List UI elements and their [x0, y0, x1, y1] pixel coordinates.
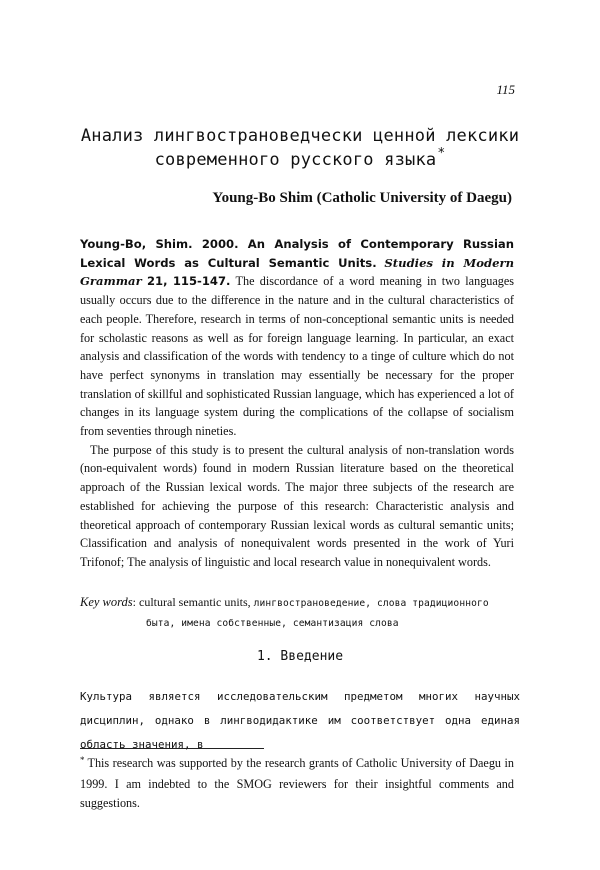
abstract — [80, 235, 514, 572]
paper-title-line-2 — [60, 146, 540, 170]
page-number: 115 — [496, 82, 515, 97]
citation: Young-Bo, Shim. 2000. An Analysis of Contemporary Russian Lexical Words as Cultural Semantic Units. — [80, 237, 514, 270]
section-body-text: Культура является исследовательским предметом многих научных дисциплин, однако в лингводидактике им соответствует одна единая область значения, в — [80, 690, 520, 751]
keywords-colon: : — [132, 595, 137, 609]
keywords-russian-2: быта, имена собственные, семантизация слова — [146, 618, 399, 629]
footnote-mark: * — [80, 755, 85, 765]
keywords-english: cultural semantic units, — [136, 595, 254, 609]
keywords-russian-1: лингвострановедение, слова традиционного — [253, 598, 489, 609]
keywords-label: Key words — [80, 595, 133, 609]
section-heading: 1. Введение — [256, 649, 344, 664]
abstract-text-1: The discordance of a word meaning in two languages usually occurs due to the difference in the nature and in the cultural characteristics of each people. Therefore, research in terms of non-conceptional semantic units is needed for scholastic reasons as well as for foreign language learning. In particular, an exact analysis and classification of the words with tendency to a tinge of culture which do not have perfect synonyms in translation may essentially be necessary for the proper translation of skillful and sophisticated Russian language, which has experienced a lot of changes in its language system during the complications of the collapse of socialism from seventies through nineties. — [80, 274, 515, 439]
journal-name: Studies in Modern Grammar — [80, 255, 514, 289]
keywords — [80, 591, 520, 635]
paper-title-line-1: Анализ лингвострановедчески ценной лексики — [80, 126, 520, 146]
page-range: 115-147. — [172, 274, 231, 289]
footnote-divider — [80, 748, 264, 749]
footnote — [80, 754, 514, 814]
paper-title-line-2-text: современного русского языка — [154, 150, 437, 170]
title-footnote-mark: * — [437, 146, 446, 161]
abstract-paragraph-1 — [80, 235, 514, 441]
abstract-paragraph-2: The purpose of this study is to present the cultural analysis of non-translation words (non-equivalent words) found in modern Russian literature based on the theoretical approach of the Russian lexical words. The major three subjects of the research are established for achieving the purpose of this research: Characteristic analysis and theoretical approach of contemporary Russian lexical words as cultural semantic units; Classification and analysis of nonequivalent words presented in the work of Yuri Trifonof; The analysis of linguistic and local research value in nonequivalent words. — [80, 442, 514, 569]
author-affiliation: Young-Bo Shim (Catholic University of Daegu) — [212, 190, 512, 206]
footnote-text: This research was supported by the research grants of Catholic University of Daegu in 1999. I am indebted to the SMOG reviewers for their insightful comments and suggestions. — [80, 756, 514, 810]
journal-volume: 21, — [146, 274, 168, 289]
